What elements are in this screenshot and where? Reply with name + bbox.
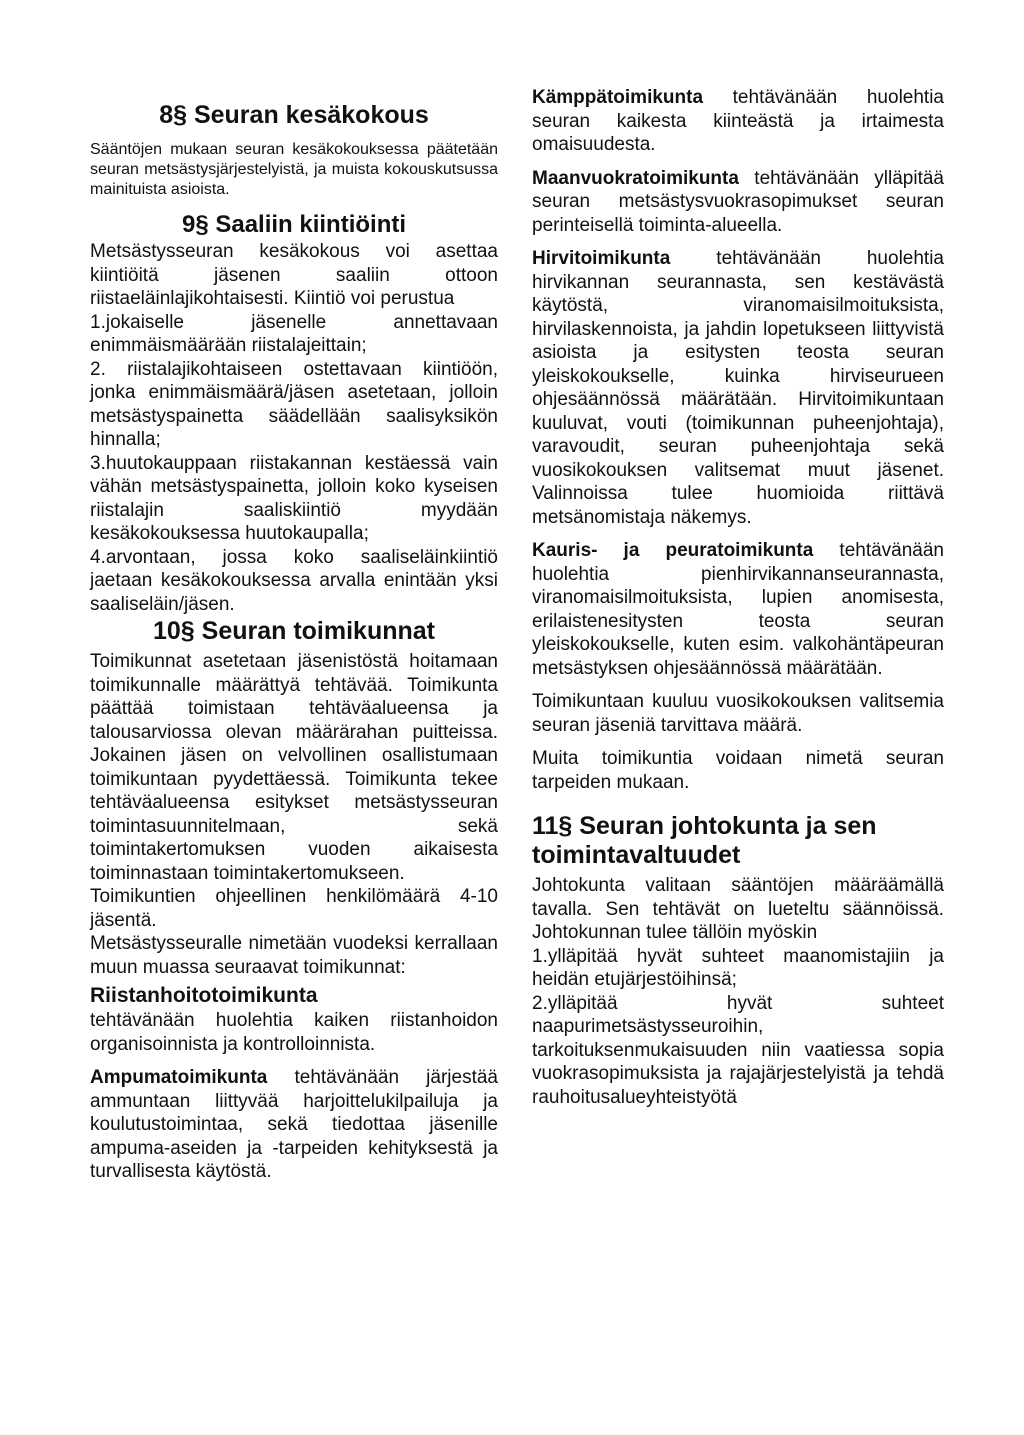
section-9-item-2: 2. riistalajikohtaiseen ostettavaan kiintiöön, jonka enimmäismäärä/jäsen asetetaan, jolloin metsästyspainetta säädellään saalisyksikön hinnalla;	[90, 358, 498, 450]
section-10-para-2: Toimikuntien ohjeellinen henkilömäärä 4-10 jäsentä.	[90, 886, 498, 931]
kamppa-title: Kämppätoimikunta	[532, 87, 704, 108]
riistanhoito-body: tehtävänään huolehtia kaiken riistanhoidon organisoinnista ja kontrolloinnista.	[90, 1010, 498, 1055]
kamppa-paragraph	[532, 86, 944, 157]
ampuma-title: Ampumatoimikunta	[90, 1067, 268, 1088]
section-10-title: 10§ Seuran toimikunnat	[152, 617, 436, 645]
section-11-title: 11§ Seuran johtokunta ja sen toimintavaltuudet	[532, 812, 877, 869]
section-8-body: Sääntöjen mukaan seuran kesäkokouksessa päätetään seuran metsästysjärjestelyistä, ja muista kokouskutsussa mainituista asioista.	[90, 141, 498, 198]
kamppa-body: tehtävänään huolehtia seuran kaikesta kiinteästä ja irtaimesta omaisuudesta.	[532, 87, 944, 155]
section-11-intro: Johtokunta valitaan sääntöjen määräämällä tavalla. Sen tehtävät on lueteltu säännöissä. Johtokunnan tulee tällöin myöskin	[532, 875, 944, 943]
section-9-item-3: 3.huutokauppaan riistakannan kestäessä vain vähän metsästyspainetta, jolloin koko kyseisen riistalajin saaliskiintiö myydään kesäkokouksessa huutokaupalla;	[90, 452, 498, 544]
kauris-paragraph	[532, 539, 944, 680]
section-9-item-4: 4.arvontaan, jossa koko saaliseläinkiintiö jaetaan kesäkokouksessa arvalla enintään yksi saaliseläin/jäsen.	[90, 546, 498, 615]
left-column	[90, 86, 498, 1184]
maanvuokra-body: tehtävänään ylläpitää seuran metsästysvuokrasopimukset seuran perinteisellä toiminta-alueella.	[532, 167, 944, 236]
ampuma-body: tehtävänään järjestää ammuntaan liittyvää harjoittelukilpailuja ja koulutustoimintaa, sekä tiedottaa jäsenille ampuma-aseiden ja -tarpeiden kehityksestä ja turvallisesta käytöstä.	[90, 1067, 498, 1182]
section-9-item-1: 1.jokaiselle jäsenelle annettavaan enimmäismäärään riistalajeittain;	[90, 311, 498, 356]
section-9-title: 9§ Saaliin kiintiöinti	[181, 211, 407, 238]
toimikuntaan-kuuluu: Toimikuntaan kuuluu vuosikokouksen valitsemia seuran jäseniä tarvittava määrä.	[532, 691, 944, 736]
riistanhoito-title: Riistanhoitotoimikunta	[90, 984, 318, 1007]
muita-toimikuntia: Muita toimikuntia voidaan nimetä seuran tarpeiden mukaan.	[532, 748, 944, 793]
section-11-item-1: 1.ylläpitää hyvät suhteet maanomistajiin ja heidän etujärjestöihinsä;	[532, 945, 944, 990]
kauris-title: Kauris- ja peuratoimikunta	[532, 540, 814, 561]
maanvuokra-title: Maanvuokratoimikunta	[532, 167, 739, 189]
hirvi-body: tehtävänään huolehtia hirvikannan seurannasta, sen kestävästä käytöstä, viranomaisilmoituksista, hirvilaskennoista, ja jahdin lopetukseen liittyvistä asioista ja esitysten teosta seuran yleiskokoukselle, kuinka hirviseurueen ohjesäännössä määrätään. Hirvitoimikuntaan kuuluvat, vouti (toimikunnan puheenjohtaja), varavoudit, seuran puheenjohtaja sekä vuosikokouksen valitsemat muut jäsenet. Valinnoissa tulee huomioida riittävä metsänomistaja näkemys.	[532, 248, 944, 528]
section-10-para-3: Metsästysseuralle nimetään vuodeksi kerrallaan muun muassa seuraavat toimikunnat:	[90, 933, 498, 978]
maanvuokra-paragraph	[532, 167, 944, 238]
right-column	[532, 86, 944, 1109]
kauris-body: tehtävänään huolehtia pienhirvikannanseurannasta, viranomaisilmoituksista, lupien anomisesta, erilaistenesitysten teosta seuran yleiskokoukselle, kuten esim. valkohäntäpeuran metsästyksen ohjesäännössä määrätään.	[532, 540, 945, 679]
section-8-title: 8§ Seuran kesäkokous	[159, 101, 429, 129]
section-10-para-1: Toimikunnat asetetaan jäsenistöstä hoitamaan toimikunnalle määrättyä tehtävää. Toimikunta päättää toimistaan tehtäväalueensa ja talousarviossa olevan määrärahan puitteissa. Jokainen jäsen on velvollinen osallistumaan toimikuntaan pyydettäessä. Toimikunta tekee tehtäväalueensa esitykset metsästysseuran toimintasuunnitelmaan, sekä toimintakertomuksen vuoden aikaisesta toiminnastaan toimintakertomukseen.	[90, 651, 498, 884]
section-11-item-2: 2.ylläpitää hyvät suhteet naapurimetsästysseuroihin, tarkoituksenmukaisuuden niin vaatiessa sopia vuokrasopimuksista ja rajajärjestelyistä ja tehdä rauhoitusalueyhteistyötä	[532, 992, 944, 1108]
ampuma-paragraph	[90, 1066, 498, 1184]
hirvi-paragraph	[532, 247, 944, 529]
section-9-intro: Metsästysseuran kesäkokous voi asettaa kiintiöitä jäsenen saaliin ottoon riistaeläinlajikohtaisesti. Kiintiö voi perustua	[90, 241, 498, 309]
hirvi-title: Hirvitoimikunta	[532, 248, 671, 269]
